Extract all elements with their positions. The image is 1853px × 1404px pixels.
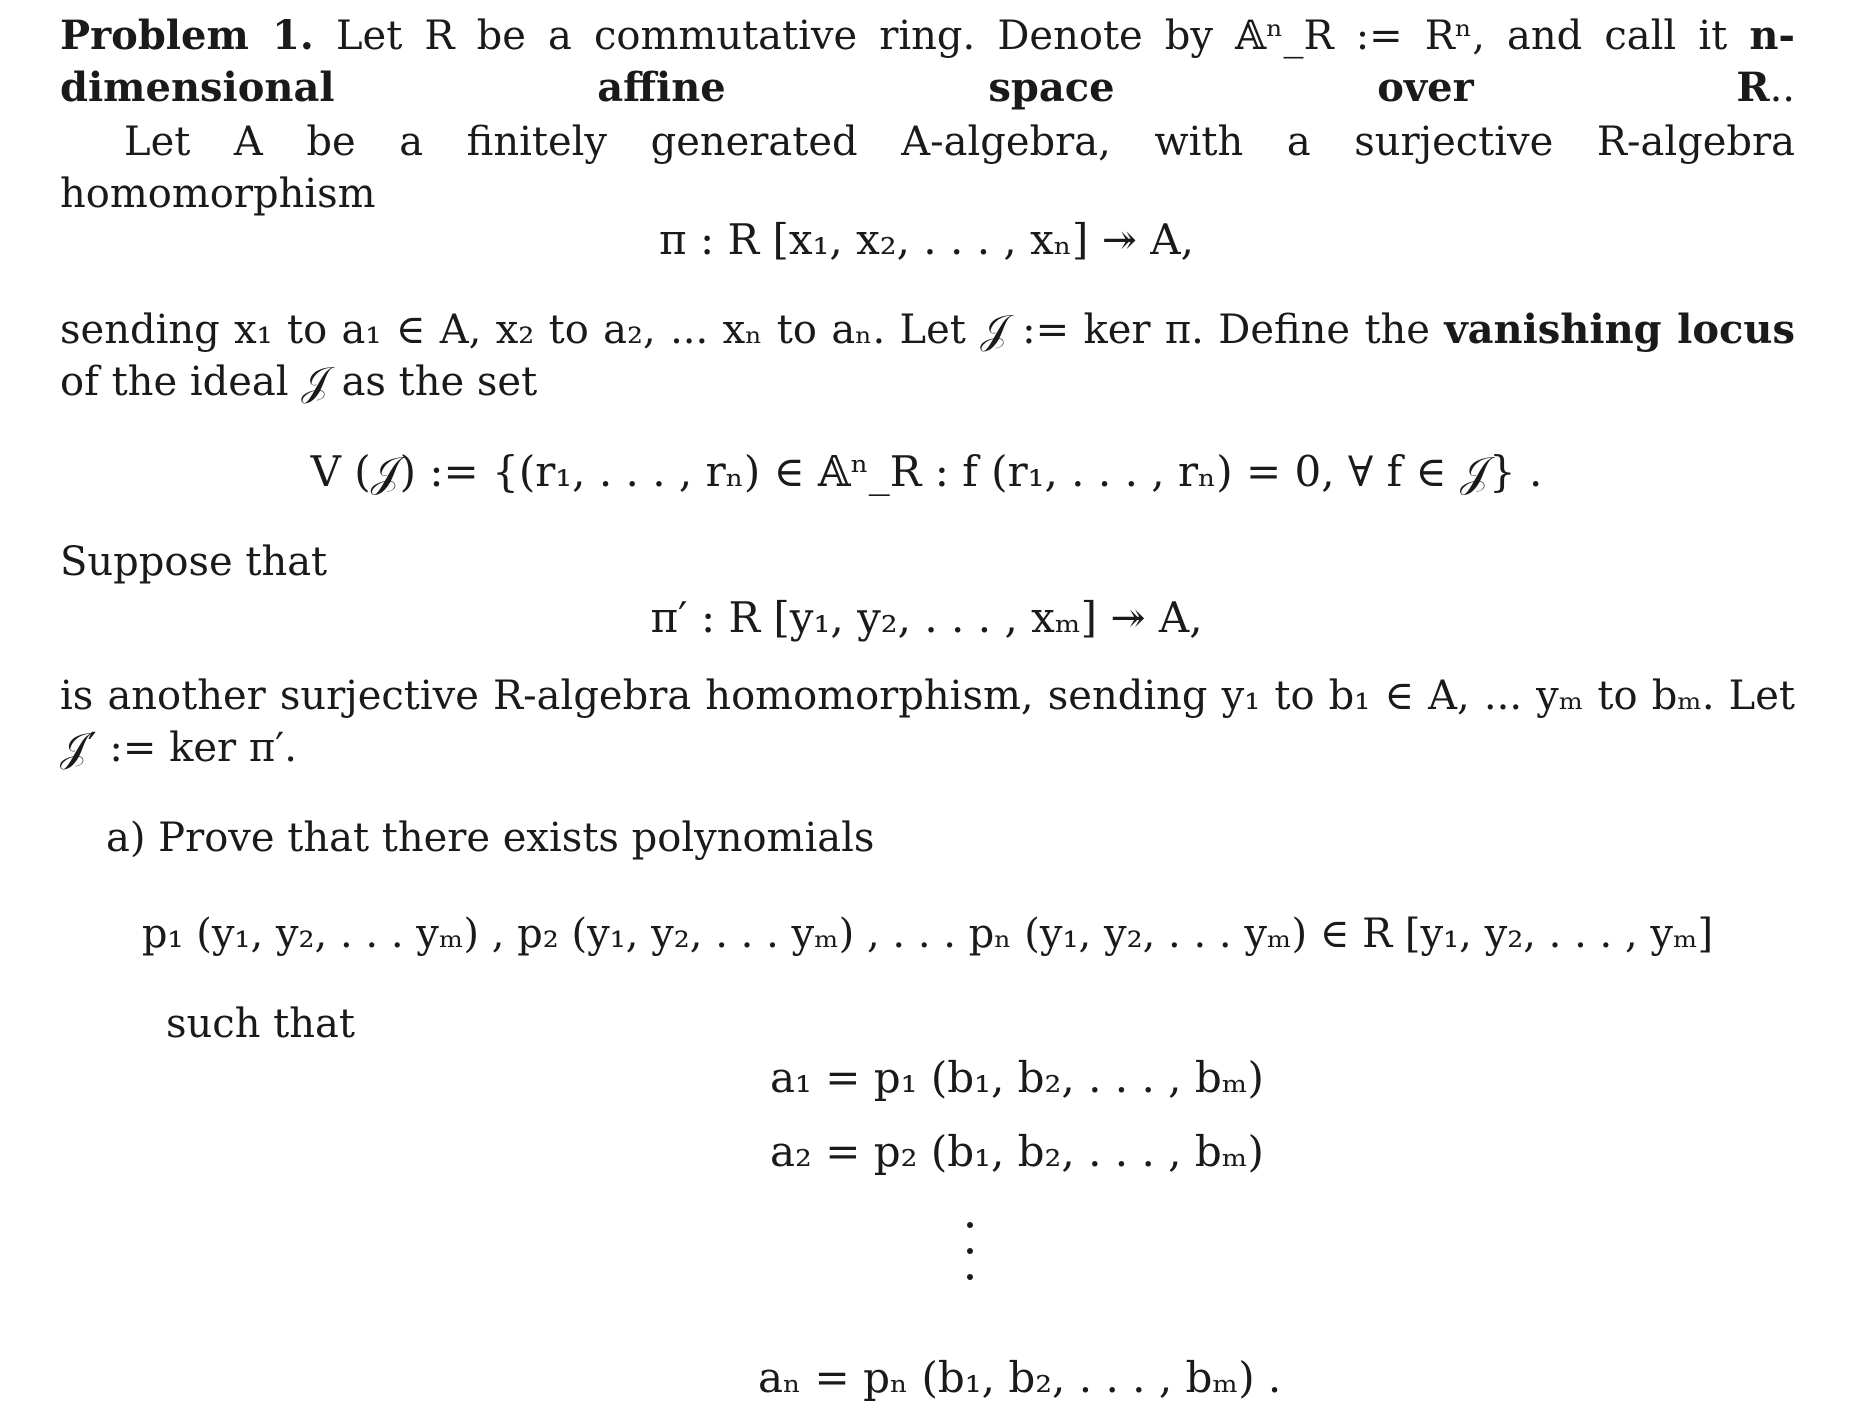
algebra-paragraph: Let A be a finitely generated A-algebra, with a surjective R-algebra homomorphism: [60, 119, 1795, 217]
vanishing-locus-text: sending x₁ to a₁ ∈ A, x₂ to a₂, ... xₙ to aₙ. Let 𝒥 := ker π. Define the: [60, 307, 1445, 353]
pi-prime-homomorphism-equation: π′ : R [y₁, y₂, . . . , xₘ] ↠ A,: [650, 593, 1203, 642]
problem-heading: Problem 1.: [60, 12, 314, 59]
problem-intro-end: ..: [1769, 65, 1795, 111]
problem-intro-text: Let R be a commutative ring. Denote by 𝔸ⁿ_R := Rⁿ, and call it: [313, 13, 1750, 59]
part-a-marker: a): [106, 815, 146, 861]
vanishing-locus-equation: V (𝒥) := {(r₁, . . . , rₙ) ∈ 𝔸ⁿ_R : f (r₁, . . . , rₙ) = 0, ∀ f ∈ 𝒥} .: [310, 447, 1543, 496]
vertical-ellipsis: [964, 1218, 976, 1288]
vanishing-locus-end: of the ideal 𝒥 as the set: [60, 359, 538, 405]
part-a-text: Prove that there exists polynomials: [158, 815, 875, 861]
such-that-text: such that: [166, 1001, 355, 1047]
equation-a1: a₁ = p₁ (b₁, b₂, . . . , bₘ): [770, 1053, 1264, 1102]
equation-a2: a₂ = p₂ (b₁, b₂, . . . , bₘ): [770, 1127, 1264, 1176]
part-a-label: [106, 812, 874, 864]
vanishing-locus-term: vanishing locus: [1444, 306, 1796, 353]
affine-space-term: n-dimensional affine space over R: [60, 12, 1795, 111]
polynomials-equation: p₁ (y₁, y₂, . . . yₘ) , p₂ (y₁, y₂, . . . yₘ) , . . . pₙ (y₁, y₂, . . . yₘ) ∈ R [y₁, y₂, . . . , yₘ]: [141, 911, 1714, 957]
suppose-text: Suppose that: [60, 539, 328, 585]
pi-homomorphism-equation: π : R [x₁, x₂, . . . , xₙ] ↠ A,: [659, 215, 1194, 264]
problem-intro: [60, 10, 1795, 114]
vanishing-locus-paragraph: [60, 304, 1795, 408]
equation-an: aₙ = pₙ (b₁, b₂, . . . , bₘ) .: [758, 1353, 1282, 1402]
another-homomorphism-paragraph: is another surjective R-algebra homomorphism, sending y₁ to b₁ ∈ A, ... yₘ to bₘ. Let 𝒥′ := ker π′.: [60, 673, 1795, 771]
